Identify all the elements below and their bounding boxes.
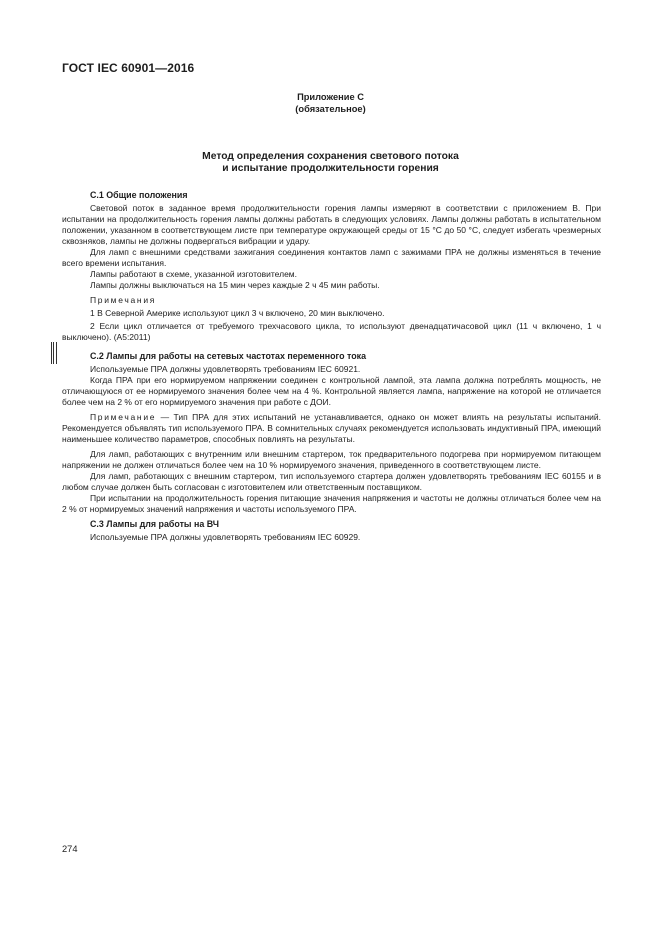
note-2: 2 Если цикл отличается от требуемого трехчасового цикла, то используют двенадцатичасовой цикл (11 ч включено, 1 ч выключено). (А5:2011) <box>62 321 601 342</box>
document-id: ГОСТ IEC 60901—2016 <box>62 61 195 75</box>
document-body <box>62 190 601 543</box>
note-text: — Тип ПРА для этих испытаний не устанавливается, однако он может влиять на результаты испытаний. Рекомендуется объявлять тип используемого ПРА. В сомнительных случаях рекомендуется использовать индуктивный ПРА, имеющий наименьшее количество параметров, способных повлиять на результаты. <box>62 412 601 444</box>
change-marker <box>51 342 52 364</box>
paragraph: Используемые ПРА должны удовлетворять требованиям IEC 60929. <box>90 532 361 542</box>
paragraph: Используемые ПРА должны удовлетворять требованиям IEC 60921. <box>90 364 361 374</box>
paragraph: Для ламп, работающих с внутренним или внешним стартером, ток предварительного подогрева при нормируемом питающем напряжении не должен отличаться более чем на 10 % нормируемого значения, приведенного в соответствующем листе. <box>62 449 601 470</box>
section-heading-c1: С.1 Общие положения <box>90 190 188 200</box>
paragraph: Для ламп с внешними средствами зажигания соединения контактов ламп с зажимами ПРА не должны изменяться в течение всего времени испытания. <box>62 247 601 268</box>
section-heading-c3: С.3 Лампы для работы на ВЧ <box>90 519 220 529</box>
paragraph: Для ламп, работающих с внешним стартером, тип используемого стартера должен удовлетворять требованиям IEC 60155 и в любом случае должен быть согласован с изготовителем или ответственным поставщиком. <box>62 471 601 492</box>
appendix-status: (обязательное) <box>295 104 366 114</box>
appendix-label: Приложение С <box>297 92 364 102</box>
paragraph: Когда ПРА при его нормируемом напряжении соединен с контрольной лампой, эта лампа должна потреблять мощность, не отличающуюся от ее нормируемого значения более чем на 4 %. Контрольной является лампа, напряжение на которой не отличается более чем на 2 % от его нормируемого значения при работе с ДОИ. <box>62 375 601 407</box>
notes-heading: Примечания <box>90 295 157 305</box>
section-heading-c2: С.2 Лампы для работы на сетевых частотах переменного тока <box>90 351 367 361</box>
change-marker-double <box>53 342 57 364</box>
paragraph: Световой поток в заданное время продолжительности горения лампы измеряют в соответствии с приложением В. При испытании на продолжительность горения лампы должны работать в следующих условиях. Лампы должны работать в испытательном положении, указанном в соответствующем листе при температуре окружающей среды от 15 °С до 50 °С, следует избегать чрезмерных сквозняков, лампы не должны подвергаться вибрации и удару. <box>62 203 601 246</box>
note <box>62 412 601 445</box>
note-label: Примечание <box>90 412 157 422</box>
appendix-title-line-2: и испытание продолжительности горения <box>222 163 439 174</box>
paragraph: Лампы работают в схеме, указанной изготовителем. <box>90 269 298 279</box>
appendix-title-line-1: Метод определения сохранения светового потока <box>202 151 459 162</box>
note-1: 1 В Северной Америке используют цикл 3 ч включено, 20 мин выключено. <box>90 308 385 318</box>
paragraph: Лампы должны выключаться на 15 мин через каждые 2 ч 45 мин работы. <box>90 280 380 290</box>
page-number: 274 <box>62 844 78 854</box>
paragraph: При испытании на продолжительность горения питающие значения напряжения и частоты не должны отличаться более чем на 2 % от нормируемых значений напряжения и частоты используемого ПРА. <box>62 493 601 514</box>
